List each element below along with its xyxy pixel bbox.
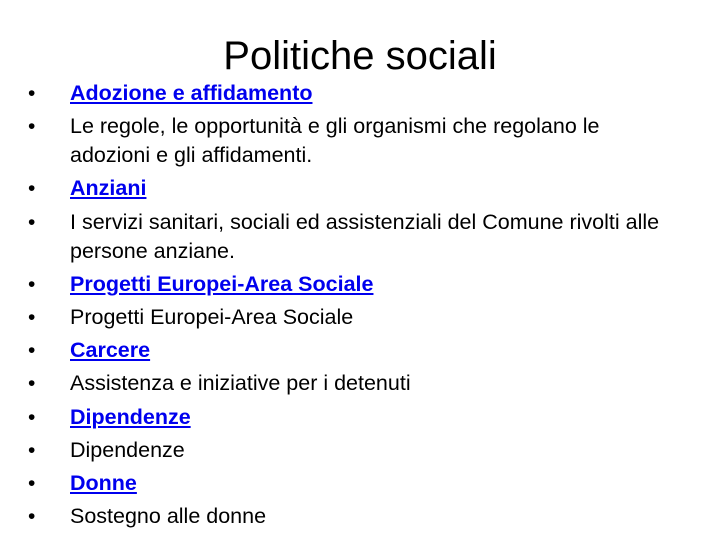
description-item-anziani <box>28 208 678 266</box>
bullet-icon: • <box>28 177 36 201</box>
description-donne: Sostegno alle donne <box>70 504 267 529</box>
link-donne[interactable]: Donne <box>70 470 137 495</box>
link-progetti-europei[interactable]: Progetti Europei-Area Sociale <box>70 271 374 296</box>
description-carcere: Assistenza e iniziative per i detenuti <box>70 371 411 396</box>
description-item-carcere <box>28 369 678 398</box>
bullet-icon: • <box>28 505 36 529</box>
description-item-adozione <box>28 112 678 170</box>
description-item-progetti-europei <box>28 303 678 332</box>
bullet-icon: • <box>28 82 36 105</box>
link-item-donne[interactable] <box>28 469 678 498</box>
link-item-dipendenze[interactable] <box>28 403 678 432</box>
link-item-progetti-europei[interactable] <box>28 270 678 299</box>
bullet-icon: • <box>28 272 36 296</box>
description-anziani: I servizi sanitari, sociali ed assistenziali del Comune rivolti alle persone anziane. <box>70 209 660 263</box>
link-item-anziani[interactable] <box>28 174 678 203</box>
link-anziani[interactable]: Anziani <box>70 176 147 201</box>
bullet-icon: • <box>28 305 36 329</box>
link-adozione-e-affidamento[interactable]: Adozione e affidamento <box>70 81 313 105</box>
link-carcere[interactable]: Carcere <box>70 338 151 363</box>
description-adozione: Le regole, le opportunità e gli organismi che regolano le adozioni e gli affidamenti. <box>70 114 600 168</box>
link-item-adozione[interactable] <box>28 79 678 108</box>
bullet-icon: • <box>28 339 36 363</box>
bullet-icon: • <box>28 438 36 462</box>
slide-title: Politiche sociali <box>223 34 497 78</box>
bullet-icon: • <box>28 115 36 139</box>
link-item-carcere[interactable] <box>28 336 678 365</box>
description-dipendenze: Dipendenze <box>70 437 185 462</box>
description-item-dipendenze <box>28 436 678 465</box>
bullet-icon: • <box>28 405 36 429</box>
bullet-icon: • <box>28 471 36 495</box>
bullet-list <box>28 79 678 535</box>
description-progetti-europei: Progetti Europei-Area Sociale <box>70 304 354 329</box>
bullet-icon: • <box>28 210 36 234</box>
link-dipendenze[interactable]: Dipendenze <box>70 404 191 429</box>
bullet-icon: • <box>28 372 36 396</box>
description-item-donne <box>28 502 678 531</box>
